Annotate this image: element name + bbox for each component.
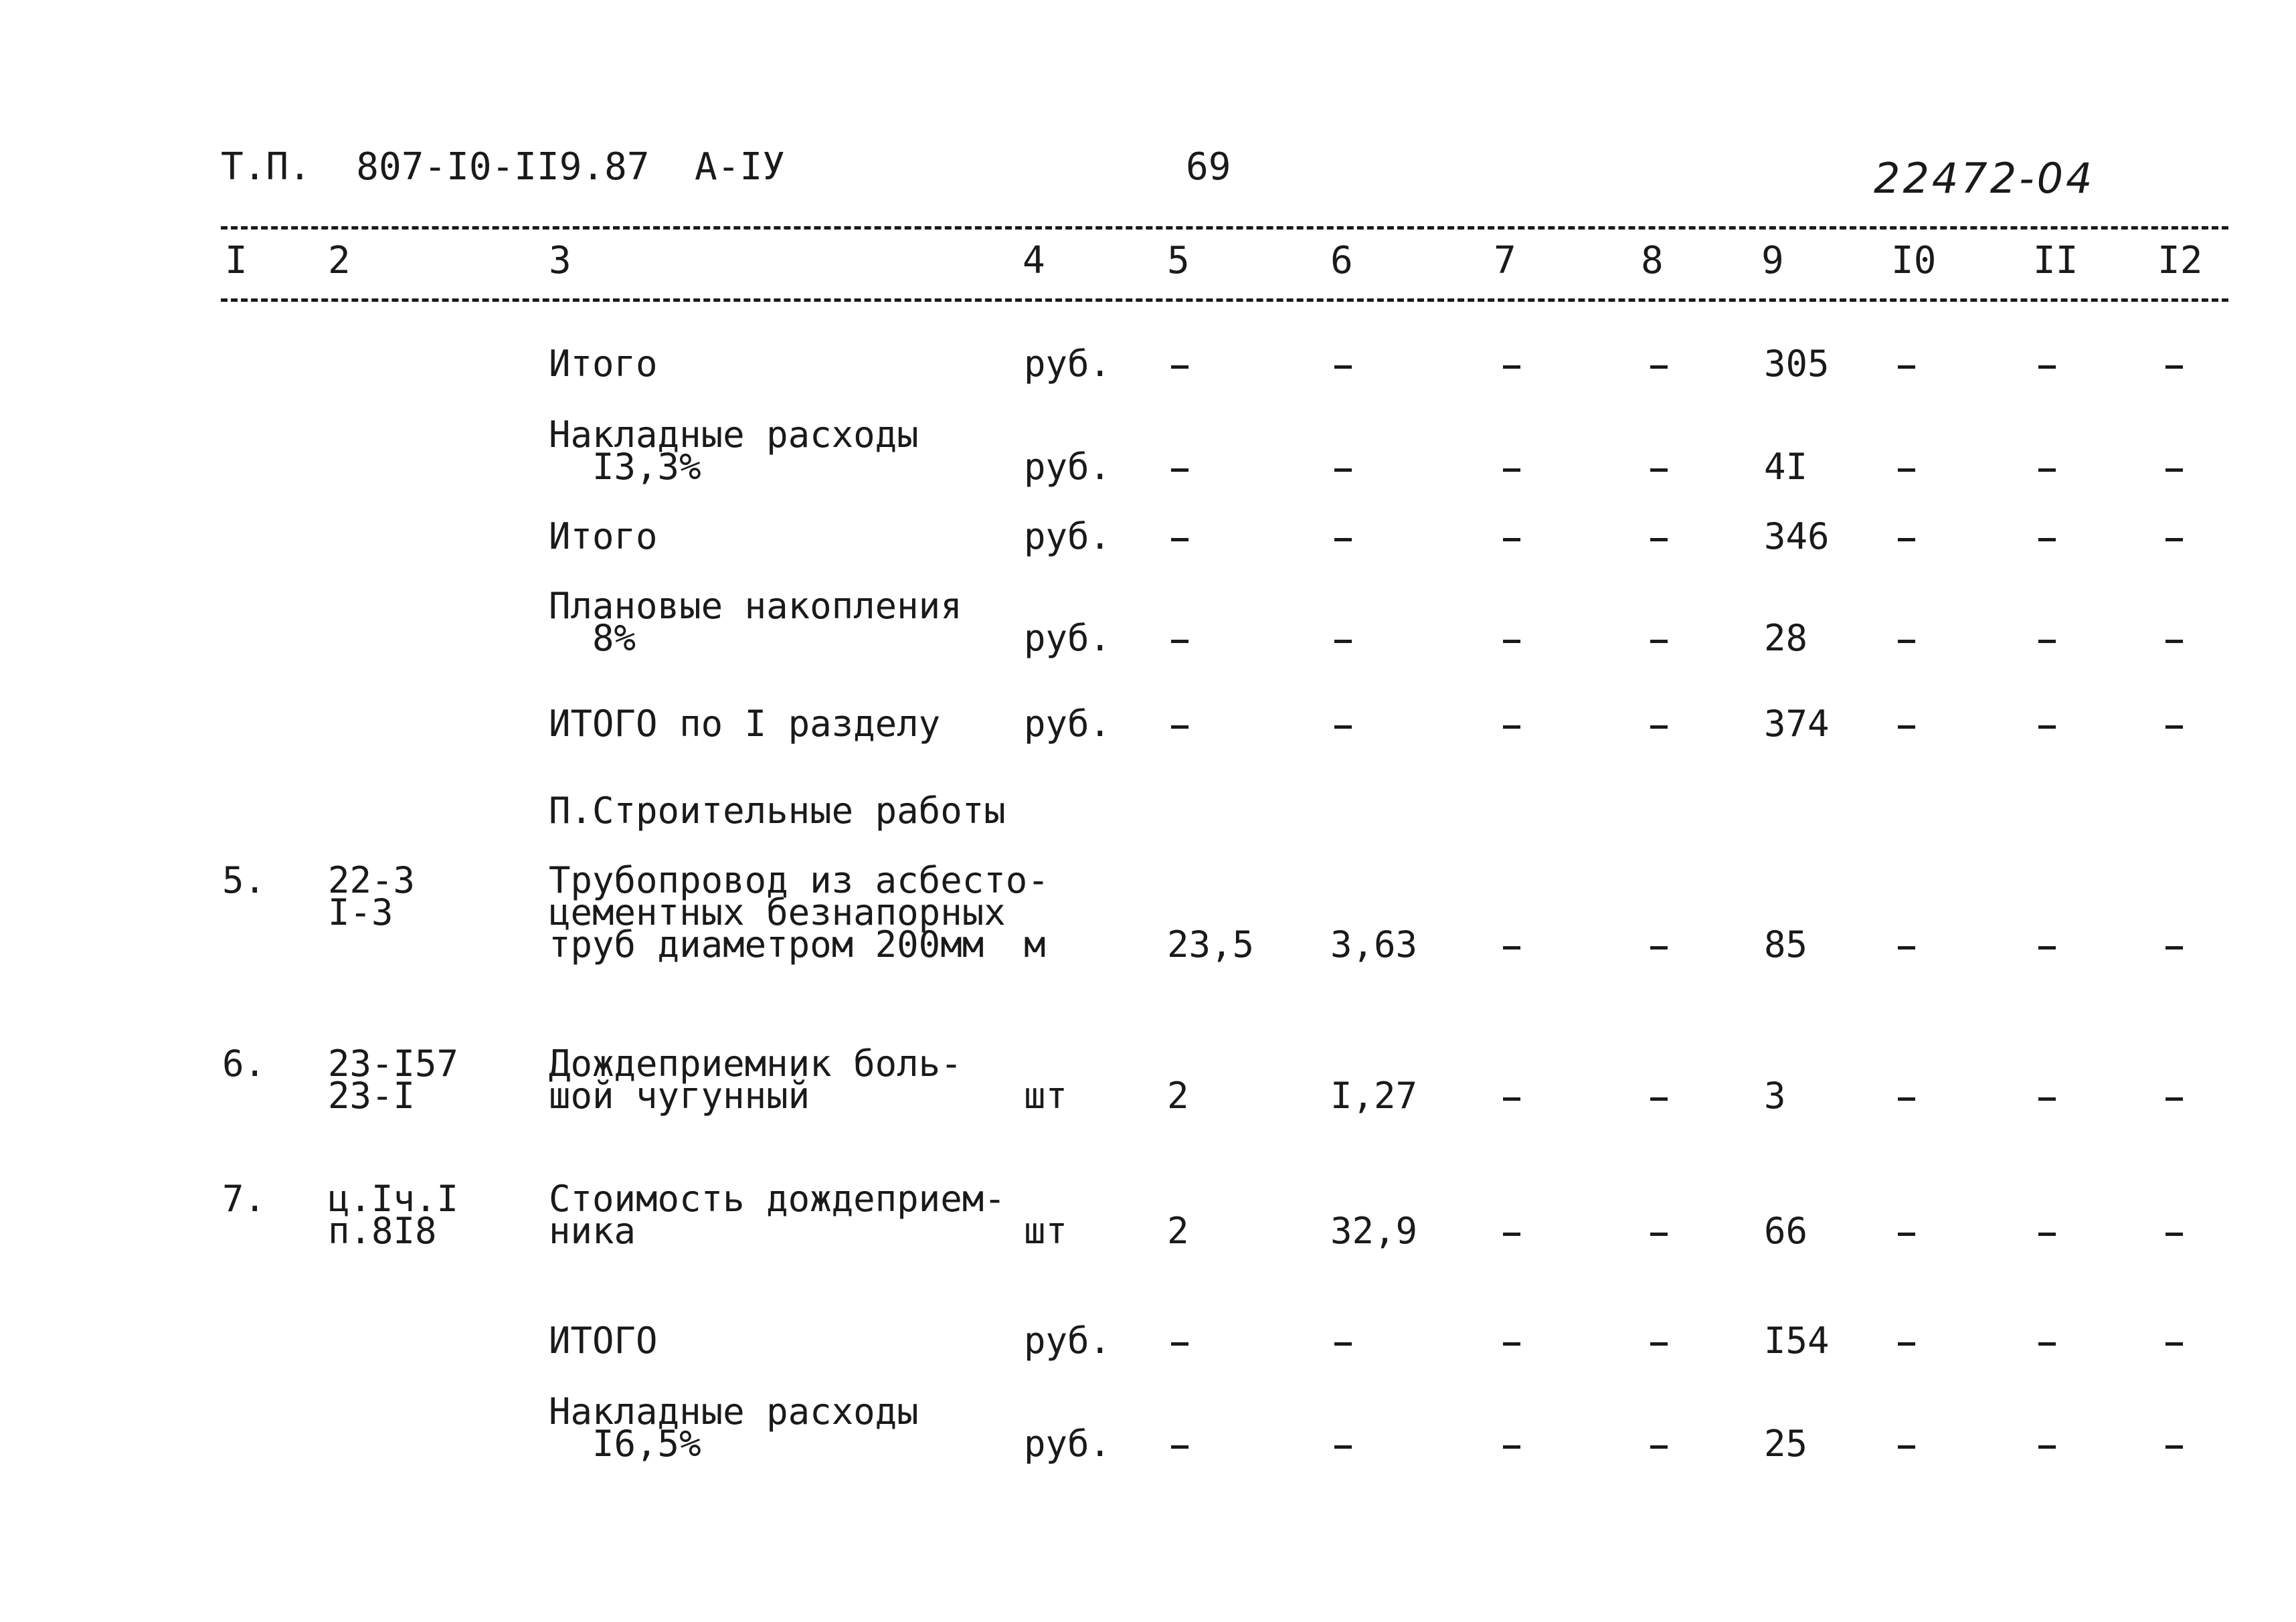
quantity-dash <box>1171 538 1188 541</box>
column-header-5: 5 <box>1167 239 1190 282</box>
col-11-dash <box>2038 1233 2056 1236</box>
col-12-dash <box>2166 1445 2183 1449</box>
col-7-dash <box>1503 1233 1520 1236</box>
col-8-dash <box>1650 538 1668 541</box>
col-12-dash <box>2166 946 2183 950</box>
col-10-dash <box>1898 1097 1915 1101</box>
unit-value: руб. <box>1024 617 1112 659</box>
cost-value: 66 <box>1764 1210 1808 1252</box>
item-name: Итого <box>549 515 658 557</box>
column-header-1: I <box>225 239 248 282</box>
col-11-dash <box>2038 365 2056 369</box>
unit-value: руб. <box>1024 1320 1112 1362</box>
item-name: Трубопровод из асбесто- цементных безнапорных труб диаметром 200мм <box>549 859 1049 966</box>
column-header-11: II <box>2033 239 2079 282</box>
item-name: Стоимость дождеприем- ника <box>549 1178 1006 1252</box>
column-header-9: 9 <box>1761 239 1784 282</box>
col-10-dash <box>1898 1342 1915 1346</box>
col-8-dash <box>1650 725 1668 729</box>
col-8-dash <box>1650 365 1668 369</box>
cost-value: 4I <box>1764 446 1808 488</box>
rate-code: ц.Iч.I п.8I8 <box>328 1178 459 1252</box>
col-7-dash <box>1503 1342 1520 1346</box>
unit-price-dash <box>1334 1342 1352 1346</box>
col-7-dash <box>1503 1097 1520 1101</box>
col-10-dash <box>1898 1445 1915 1449</box>
col-7-dash <box>1503 725 1520 729</box>
document-code: Т.П. 807-I0-II9.87 А-IУ <box>221 145 785 189</box>
col-10-dash <box>1898 468 1915 472</box>
item-name: Накладные расходы I6,5% <box>549 1390 919 1465</box>
cost-value: 3 <box>1764 1075 1786 1117</box>
unit-price-dash <box>1334 365 1352 369</box>
cost-value: 374 <box>1764 703 1830 745</box>
col-8-dash <box>1650 468 1668 472</box>
column-header-12: I2 <box>2157 239 2203 282</box>
unit-value: руб. <box>1024 446 1112 488</box>
unit-price-value: I,27 <box>1330 1075 1418 1117</box>
row-number: 6. <box>222 1043 266 1085</box>
quantity-value: 23,5 <box>1167 923 1255 966</box>
header-top-rule <box>221 226 2228 230</box>
col-11-dash <box>2038 468 2056 472</box>
col-10-dash <box>1898 1233 1915 1236</box>
cost-value: 305 <box>1764 343 1830 385</box>
unit-value: руб. <box>1024 703 1112 745</box>
unit-value: шт <box>1024 1210 1068 1252</box>
unit-price-dash <box>1334 538 1352 541</box>
col-10-dash <box>1898 725 1915 729</box>
unit-value: руб. <box>1024 1423 1112 1465</box>
col-7-dash <box>1503 640 1520 643</box>
item-name: Накладные расходы I3,3% <box>549 414 919 488</box>
col-10-dash <box>1898 365 1915 369</box>
cost-value: I54 <box>1764 1320 1830 1362</box>
col-12-dash <box>2166 365 2183 369</box>
col-12-dash <box>2166 538 2183 541</box>
col-12-dash <box>2166 1097 2183 1101</box>
unit-price-dash <box>1334 725 1352 729</box>
cost-value: 25 <box>1764 1423 1808 1465</box>
unit-value: м <box>1024 923 1046 966</box>
page-number: 69 <box>1186 145 1231 189</box>
unit-price-dash <box>1334 468 1352 472</box>
col-11-dash <box>2038 538 2056 541</box>
col-11-dash <box>2038 1342 2056 1346</box>
item-name: Плановые накопления 8% <box>549 585 962 659</box>
col-11-dash <box>2038 946 2056 950</box>
quantity-dash <box>1171 640 1188 643</box>
quantity-value: 2 <box>1167 1210 1189 1252</box>
col-12-dash <box>2166 1233 2183 1236</box>
row-number: 5. <box>222 859 266 901</box>
header-bottom-rule <box>221 298 2228 302</box>
row-number: 7. <box>222 1178 266 1220</box>
col-8-dash <box>1650 1445 1668 1449</box>
item-name: ИТОГО <box>549 1320 658 1362</box>
rate-code: 22-3 I-3 <box>328 859 416 933</box>
rate-code: 23-I57 23-I <box>328 1043 459 1117</box>
quantity-value: 2 <box>1167 1075 1189 1117</box>
unit-value: руб. <box>1024 343 1112 385</box>
cost-value: 346 <box>1764 515 1830 557</box>
column-header-2: 2 <box>328 239 351 282</box>
col-10-dash <box>1898 946 1915 950</box>
col-7-dash <box>1503 1445 1520 1449</box>
column-header-4: 4 <box>1023 239 1045 282</box>
col-11-dash <box>2038 1097 2056 1101</box>
item-name: ИТОГО по I разделу <box>549 703 941 745</box>
section-heading: П.Строительные работы <box>549 790 1006 832</box>
col-11-dash <box>2038 725 2056 729</box>
col-7-dash <box>1503 946 1520 950</box>
col-10-dash <box>1898 538 1915 541</box>
col-12-dash <box>2166 1342 2183 1346</box>
column-header-6: 6 <box>1330 239 1353 282</box>
col-11-dash <box>2038 1445 2056 1449</box>
cost-value: 28 <box>1764 617 1808 659</box>
unit-value: руб. <box>1024 515 1112 557</box>
col-12-dash <box>2166 640 2183 643</box>
col-8-dash <box>1650 1233 1668 1236</box>
unit-price-value: 32,9 <box>1330 1210 1418 1252</box>
quantity-dash <box>1171 725 1188 729</box>
col-8-dash <box>1650 1342 1668 1346</box>
col-8-dash <box>1650 946 1668 950</box>
col-10-dash <box>1898 640 1915 643</box>
quantity-dash <box>1171 365 1188 369</box>
col-7-dash <box>1503 538 1520 541</box>
col-7-dash <box>1503 468 1520 472</box>
column-header-8: 8 <box>1641 239 1664 282</box>
quantity-dash <box>1171 1342 1188 1346</box>
item-name: Дождеприемник боль- шой чугунный <box>549 1043 962 1117</box>
col-8-dash <box>1650 640 1668 643</box>
quantity-dash <box>1171 1445 1188 1449</box>
col-8-dash <box>1650 1097 1668 1101</box>
column-header-3: 3 <box>549 239 571 282</box>
quantity-dash <box>1171 468 1188 472</box>
column-header-7: 7 <box>1494 239 1516 282</box>
unit-value: шт <box>1024 1075 1068 1117</box>
archive-number: 22472-04 <box>1874 154 2095 203</box>
col-12-dash <box>2166 468 2183 472</box>
unit-price-dash <box>1334 640 1352 643</box>
unit-price-value: 3,63 <box>1330 923 1418 966</box>
item-name: Итого <box>549 343 658 385</box>
unit-price-dash <box>1334 1445 1352 1449</box>
col-7-dash <box>1503 365 1520 369</box>
cost-value: 85 <box>1764 923 1808 966</box>
col-12-dash <box>2166 725 2183 729</box>
col-11-dash <box>2038 640 2056 643</box>
column-header-10: I0 <box>1891 239 1937 282</box>
